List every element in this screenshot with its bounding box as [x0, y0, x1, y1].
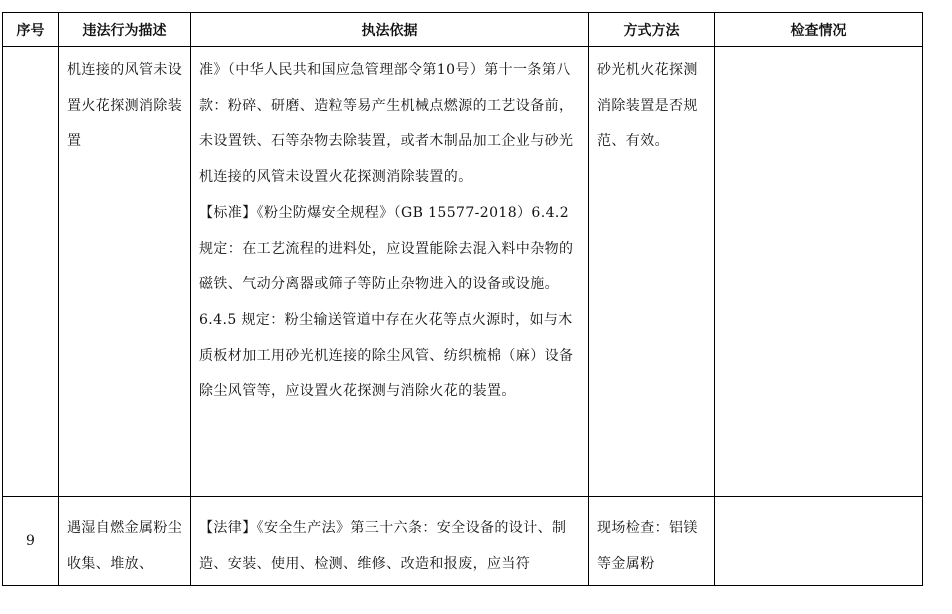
table-row — [3, 497, 923, 586]
header-method: 方式方法 — [589, 13, 715, 47]
table-header-row — [3, 13, 923, 47]
basis-paragraph: 【法律】《安全生产法》第三十六条：安全设备的设计、制造、安装、使用、检测、维修、改造和报废，应当符 — [199, 520, 567, 572]
basis-paragraph: 【标准】《粉尘防爆安全规程》（GB 15577-2018）6.4.2规定：在工艺流程的进料处，应设置能除去混入料中杂物的磁铁、气动分离器或筛子等防止杂物进入的设备或设施。 — [199, 204, 574, 293]
violation-description-text: 机连接的风管未设置火花探测消除装置 — [67, 62, 183, 150]
table-row — [3, 47, 923, 497]
header-serial-number: 序号 — [3, 13, 59, 47]
violation-description-text: 遇湿自燃金属粉尘收集、堆放、 — [67, 520, 183, 572]
row-violation-description — [59, 47, 191, 497]
basis-paragraph: 6.4.5 规定：粉尘输送管道中存在火花等点火源时，如与木质板材加工用砂光机连接的除尘风管、纺织梳棉（麻）设备除尘风管等，应设置火花探测与消除火花的装置。 — [199, 311, 574, 400]
row-inspection-result — [715, 47, 923, 497]
row-violation-description — [59, 497, 191, 586]
row-enforcement-basis — [191, 47, 589, 497]
header-enforcement-basis: 执法依据 — [191, 13, 589, 47]
row-serial-number: 9 — [3, 497, 59, 586]
row-enforcement-basis — [191, 497, 589, 586]
row-inspection-result — [715, 497, 923, 586]
row-method — [589, 47, 715, 497]
row-method — [589, 497, 715, 586]
method-text: 砂光机火花探测消除装置是否规范、有效。 — [597, 62, 698, 150]
row-serial-number — [3, 47, 59, 497]
basis-paragraph: 准》（中华人民共和国应急管理部令第10号）第十一条第八款：粉碎、研磨、造粒等易产生机械点燃源的工艺设备前，未设置铁、石等杂物去除装置，或者木制品加工企业与砂光机连接的风管未设置火花探测消除装置的。 — [199, 62, 574, 186]
inspection-table — [2, 12, 923, 586]
header-inspection-result: 检查情况 — [715, 13, 923, 47]
header-violation-description: 违法行为描述 — [59, 13, 191, 47]
method-text: 现场检查：铝镁等金属粉 — [597, 520, 698, 572]
